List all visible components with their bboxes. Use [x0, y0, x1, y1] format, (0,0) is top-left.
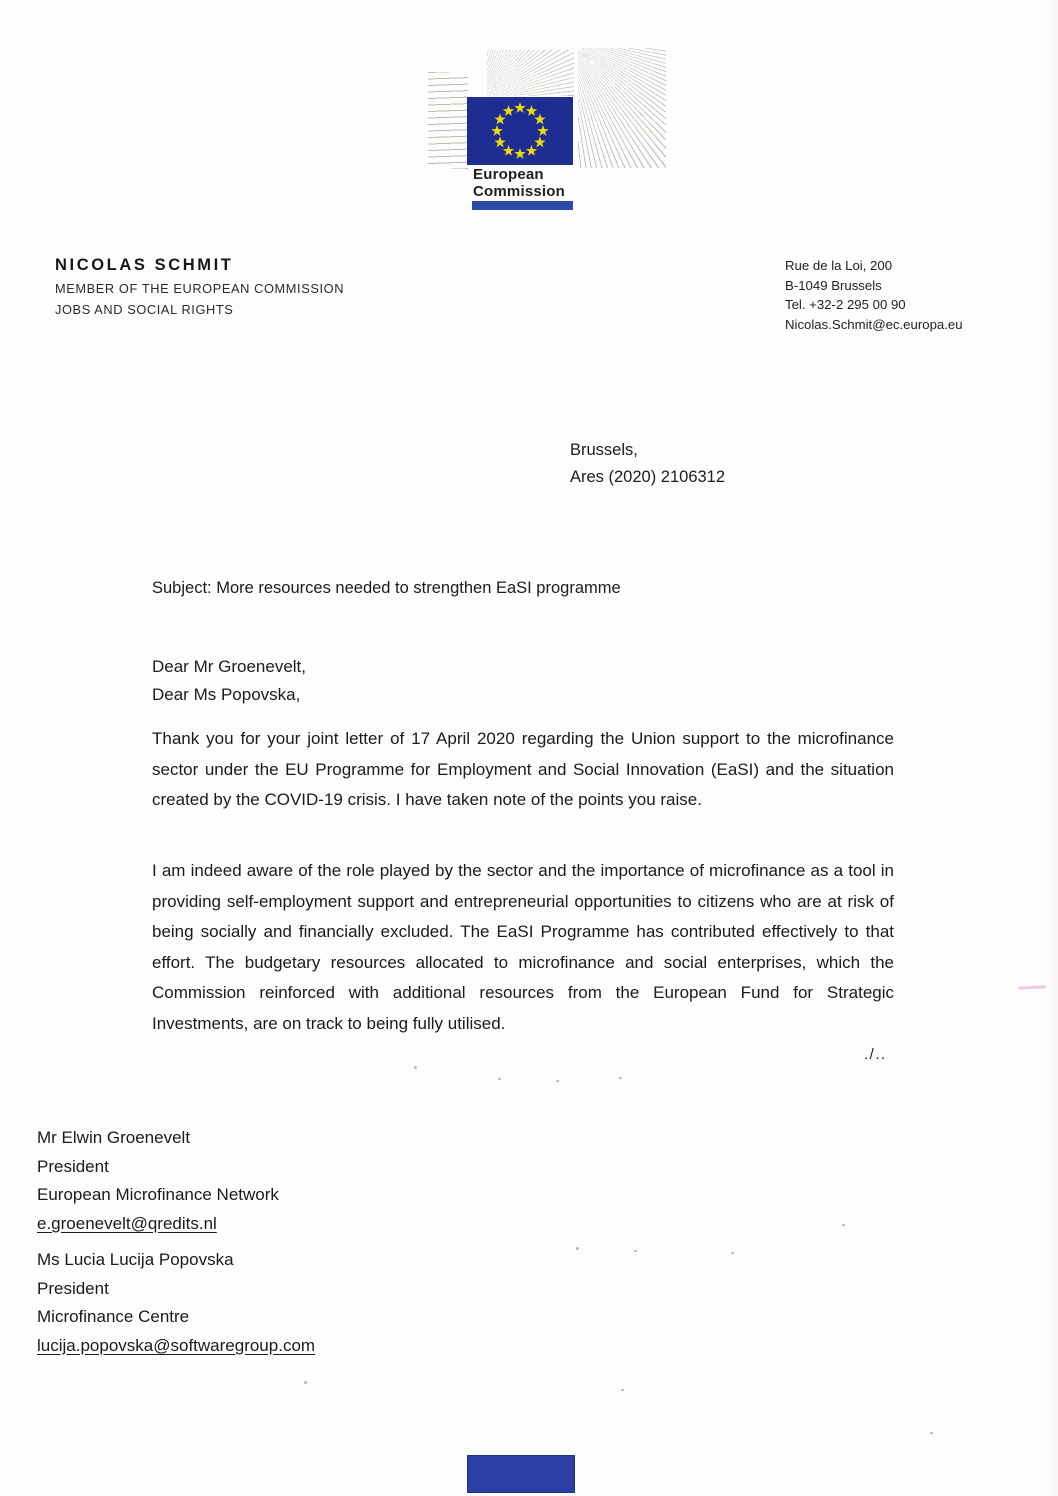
scan-speck — [621, 1389, 624, 1391]
ec-wordmark-line1: European — [473, 166, 544, 183]
sender-title: MEMBER OF THE EUROPEAN COMMISSION — [55, 281, 345, 296]
ec-wordmark-line2: Commission — [473, 183, 566, 200]
scan-speck — [731, 1252, 734, 1254]
recipient-email-link[interactable]: lucija.popovska@softwaregroup.com — [37, 1335, 316, 1355]
sender-name: NICOLAS SCHMIT — [55, 256, 234, 274]
recipient-title: President — [37, 1156, 109, 1176]
scan-speck — [634, 1250, 637, 1252]
scan-speck — [304, 1381, 307, 1384]
bottom-blue-bar — [467, 1455, 575, 1493]
recipient-block-groenevelt — [37, 1124, 279, 1238]
recipient-email-link[interactable]: e.groenevelt@qredits.nl — [37, 1213, 217, 1233]
sender-contact-block — [785, 256, 963, 334]
logo-hatch-right-decoration — [578, 48, 666, 168]
eu-flag-icon — [467, 97, 573, 165]
logo-accent-bar — [472, 201, 573, 210]
recipient-name: Mr Elwin Groenevelt — [37, 1128, 191, 1147]
ec-wordmark — [473, 166, 565, 200]
body-paragraph-2: I am indeed aware of the role played by the sector and the importance of microfinance as a tool in providing self-employment support and entrepreneurial opportunities to citizens who are at risk of being socially and financially excluded. The EaSI Programme has contributed effectively to that effort. The budgetary resources allocated to microfinance and social enterprises, which the Commission reinforced with additional resources from the European Fund for Strategic Investments, are on track to being fully utilised. — [152, 861, 894, 1033]
reference-ares-number: Ares (2020) 2106312 — [570, 468, 726, 486]
logo-hatch-top-decoration — [487, 50, 574, 96]
scan-speck — [842, 1224, 845, 1226]
scan-edge-tint — [1044, 0, 1058, 1496]
recipient-organization: Microfinance Centre — [37, 1307, 190, 1326]
scan-speck — [619, 1077, 622, 1079]
salutation-line1: Dear Mr Groenevelt, — [152, 657, 306, 676]
scan-speck — [498, 1078, 501, 1080]
logo-hatch-left-decoration — [428, 72, 468, 169]
reference-place: Brussels, — [570, 441, 638, 459]
sender-portfolio: JOBS AND SOCIAL RIGHTS — [55, 302, 234, 317]
scan-speck — [556, 1080, 559, 1082]
reference-block — [570, 437, 725, 491]
continuation-mark: ./.. — [864, 1046, 887, 1063]
salutation-block — [152, 653, 306, 709]
recipient-block-popovska — [37, 1246, 315, 1360]
recipient-organization: European Microfinance Network — [37, 1185, 279, 1204]
contact-address-line2: B-1049 Brussels — [785, 277, 882, 293]
body-paragraph-1: Thank you for your joint letter of 17 April 2020 regarding the Union support to the microfinance sector under the EU Programme for Employment and Social Innovation (EaSI) and the situation created by the COVID-19 crisis. I have taken note of the points you raise. — [152, 729, 894, 809]
scan-speck — [930, 1432, 933, 1434]
salutation-line2: Dear Ms Popovska, — [152, 685, 301, 704]
contact-phone: Tel. +32-2 295 00 90 — [785, 297, 906, 312]
subject-line: Subject: More resources needed to strengthen EaSI programme — [152, 579, 621, 597]
recipient-name: Ms Lucia Lucija Popovska — [37, 1250, 234, 1269]
contact-email: Nicolas.Schmit@ec.europa.eu — [785, 316, 963, 332]
scan-speck — [576, 1247, 579, 1250]
contact-address-line1: Rue de la Loi, 200 — [785, 258, 893, 273]
scan-pink-streak — [1018, 985, 1046, 989]
scan-speck — [414, 1066, 417, 1069]
recipient-title: President — [37, 1278, 109, 1298]
